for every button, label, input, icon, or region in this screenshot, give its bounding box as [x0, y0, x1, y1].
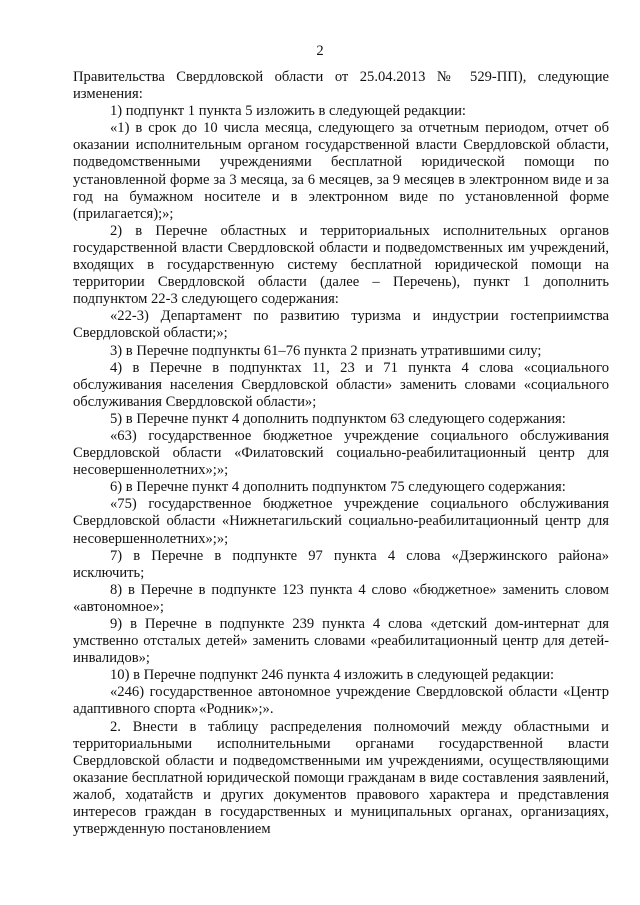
paragraph: 5) в Перечне пункт 4 дополнить подпунктом 63 следующего содержания:	[110, 410, 566, 427]
paragraph: 2. Внести в таблицу распределения полномочий между областными и территориальными исполнительными органами государственной власти Свердловской области и подведомственными им учреждениями, осуществляющими оказание бесплатной юридической помощи гражданам в виде составления заявлений, жалоб, ходатайств и других документов правового характера и представления интересов граждан в государственных и муниципальных органах, организациях, утвержденную постановлением	[73, 718, 609, 838]
paragraph: «22-3) Департамент по развитию туризма и индустрии гостеприимства Свердловской области;»;	[73, 308, 609, 342]
paragraph: Правительства Свердловской области от 25.04.2013 № 529-ПП), следующие изменения:	[73, 69, 609, 103]
paragraph: 8) в Перечне в подпункте 123 пункта 4 слово «бюджетное» заменить словом «автономное»;	[73, 581, 609, 615]
paragraph: 10) в Перечне подпункт 246 пункта 4 изложить в следующей редакции:	[110, 667, 555, 684]
paragraph: «75) государственное бюджетное учреждение социального обслуживания Свердловской области «Нижнетагильский социально-реабилитационный центр для несовершеннолетних»;»;	[73, 496, 609, 547]
paragraph: 9) в Перечне в подпункте 239 пункта 4 слова «детский дом-интернат для умственно отсталых детей» заменить словами «реабилитационный центр для детей-инвалидов»;	[73, 616, 609, 667]
document-body	[73, 69, 609, 838]
paragraph: 4) в Перечне в подпунктах 11, 23 и 71 пункта 4 слова «социального обслуживания населения Свердловской области» заменить словами «социального обслуживания Свердловской области»;	[73, 359, 609, 410]
paragraph: 6) в Перечне пункт 4 дополнить подпунктом 75 следующего содержания:	[110, 479, 566, 496]
paragraph: «246) государственное автономное учреждение Свердловской области «Центр адаптивного спорта «Родник»;».	[73, 684, 609, 718]
paragraph: 2) в Перечне областных и территориальных исполнительных органов государственной власти Свердловской области и подведомственных им учреждений, входящих в государственную систему бесплатной юридической помощи на территории Свердловской области (далее – Перечень), пункт 1 дополнить подпунктом 22-3 следующего содержания:	[73, 222, 609, 308]
paragraph: 7) в Перечне в подпункте 97 пункта 4 слова «Дзержинского района» исключить;	[73, 547, 609, 581]
paragraph: «1) в срок до 10 числа месяца, следующего за отчетным периодом, отчет об оказании исполнительным органом государственной власти Свердловской области, подведомственными учреждениями бесплатной юридической помощи по установленной форме за 3 месяца, за 6 месяцев, за 9 месяцев в электронном виде и за год на бумажном носителе и в электронном виде по установленной форме (прилагается);»;	[73, 120, 609, 222]
paragraph: 3) в Перечне подпункты 61–76 пункта 2 признать утратившими силу;	[110, 342, 542, 359]
page-number: 2	[316, 43, 324, 59]
paragraph: 1) подпункт 1 пункта 5 изложить в следующей редакции:	[110, 103, 466, 120]
paragraph: «63) государственное бюджетное учреждение социального обслуживания Свердловской области «Филатовский социально-реабилитационный центр для несовершеннолетних»;»;	[73, 427, 609, 479]
